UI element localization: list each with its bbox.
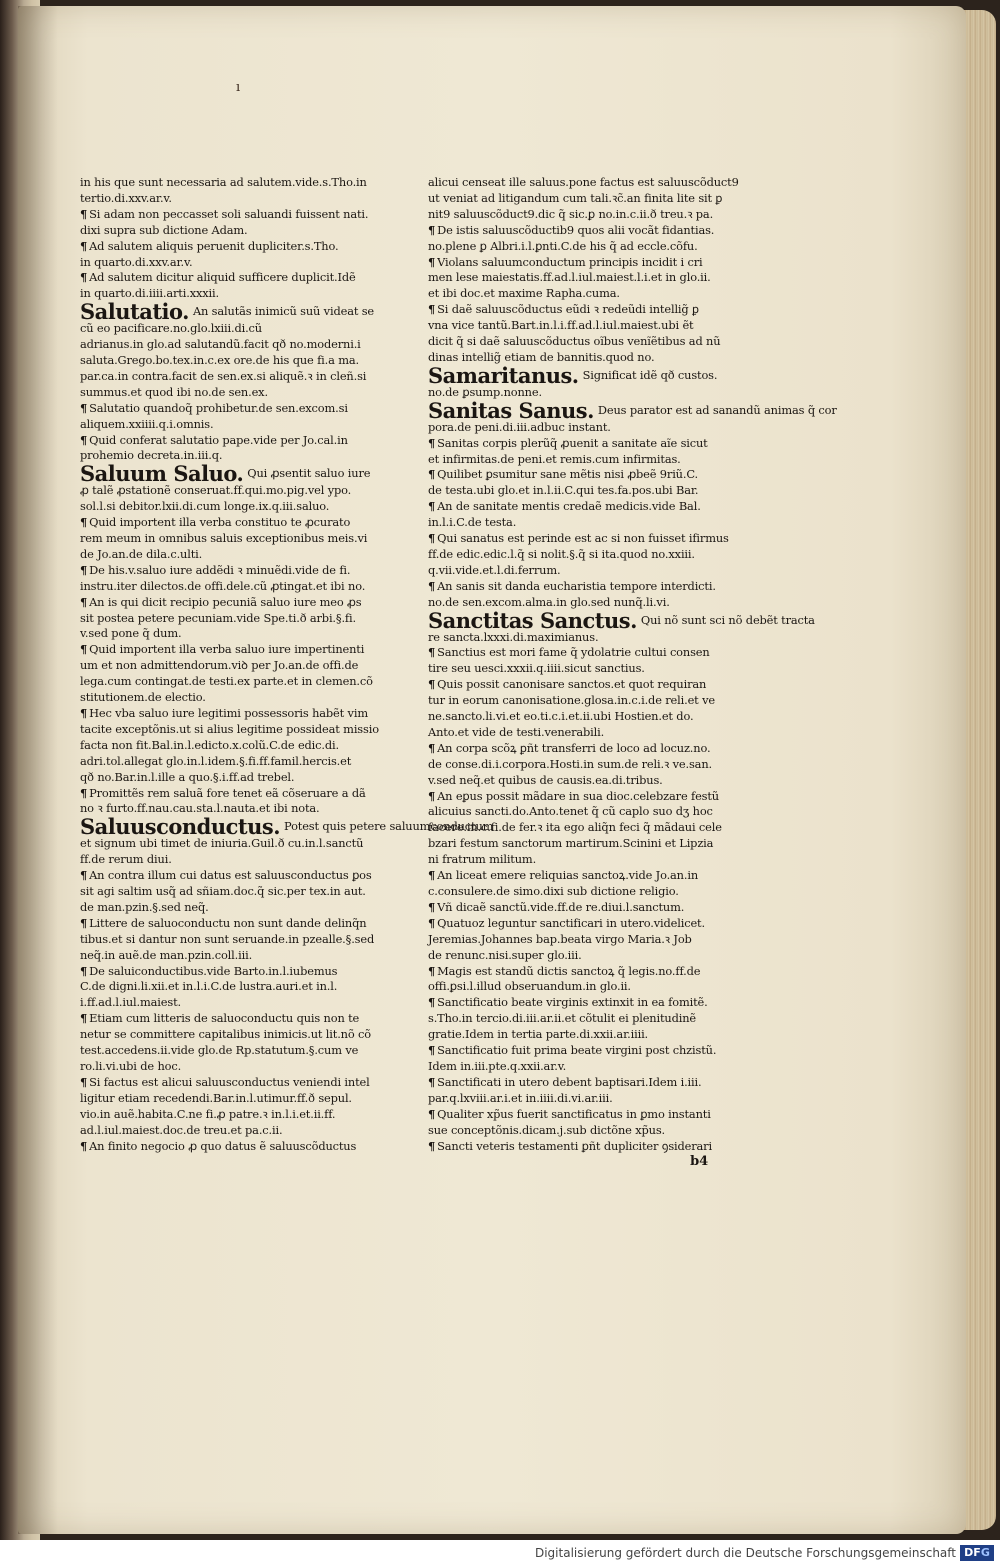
paragraph-start-line (80, 964, 385, 980)
line-text: neq̃.in auẽ.de man.pzin.coll.iii. (80, 947, 253, 962)
footer-bar (0, 1540, 1000, 1566)
paragraph-mark-icon: ¶ (80, 206, 88, 221)
paragraph-start-line (428, 995, 738, 1011)
text-line (80, 1043, 385, 1059)
line-text: c.consulere.de simo.dixi sub dictione religio. (428, 884, 679, 899)
text-line (428, 547, 738, 563)
paragraph-start-line (428, 741, 738, 757)
paragraph-start-line (80, 563, 385, 579)
text-line (80, 738, 385, 754)
line-text: De his.v.saluo iure addẽdi ꝛ minuẽdi.vide de fi. (89, 562, 351, 577)
text-line (80, 223, 385, 239)
line-text: Sanctificati in utero debent baptisari.Idem i.iii. (437, 1074, 702, 1089)
line-text: netur se committere capitalibus inimicis.ut lit.nõ cõ (80, 1027, 371, 1042)
text-line (80, 900, 385, 916)
line-text: sue conceptõnis.dicam.j.sub dictõne xp̃us. (428, 1122, 665, 1137)
line-text: de conse.di.i.corpora.Hosti.in sum.de reli.ꝛ ve.san. (428, 756, 712, 771)
line-text: in quarto.di.iiii.arti.xxxii. (80, 286, 219, 301)
text-line (80, 255, 385, 271)
paragraph-mark-icon: ¶ (80, 1074, 88, 1089)
line-text: vna vice tantũ.Bart.in.l.i.ff.ad.l.iul.maiest.ubi ẽt (428, 318, 694, 333)
line-text: et infirmitas.de peni.et remis.cum infirmitas. (428, 451, 681, 466)
paragraph-start-line (428, 499, 738, 515)
paragraph-mark-icon: ¶ (80, 642, 88, 657)
line-text: ne.sancto.li.vi.et eo.ti.c.i.et.ii.ubi Hostien.et do. (428, 709, 694, 724)
line-text: Violans saluumconductum principis incidit i cri (437, 254, 703, 269)
line-text: um et non admittendorum.viꝺ per Jo.an.de offi.de (80, 658, 359, 673)
text-line (428, 483, 738, 499)
line-text: par.q.lxviii.ar.i.et in.iiii.di.vi.ar.iii. (428, 1090, 613, 1105)
heading-continuation: Deus parator est ad sanandũ animas q̃ cor (597, 402, 837, 417)
paragraph-mark-icon: ¶ (428, 254, 436, 269)
paragraph-start-line (80, 433, 385, 449)
line-text: v.sed neq̃.et quibus de causis.ea.di.tribus. (428, 772, 663, 787)
line-text: Jeremias.Johannes bap.beata virgo Maria.ꝛ Job (428, 931, 692, 946)
line-text: C.de digni.li.xii.et in.l.i.C.de lustra.auri.et in.l. (80, 979, 338, 994)
line-text: Si daẽ saluuscõductus eũdi ꝛ redeũdi intellig̃ ꝑ (437, 302, 699, 317)
paragraph-start-line (80, 401, 385, 417)
text-line (80, 1027, 385, 1043)
text-line (80, 948, 385, 964)
line-text: facta non fit.Bal.in.l.edicto.x.colũ.C.de edic.di. (80, 737, 339, 752)
line-text: Salutatio quandoq̃ prohibetur.de sen.excom.si (89, 400, 348, 415)
line-text: ut veniat ad litigandum cum tali.ꝛc̃.an finita lite sit ꝑ (428, 190, 723, 205)
line-text: alicui censeat ille saluus.pone factus est saluuscõduct9 (428, 175, 739, 189)
line-text: An contra illum cui datus est saluusconductus ꝑos (89, 868, 372, 883)
line-text: Promittẽs rem saluã fore tenet eã cõseruare a dã (89, 785, 366, 800)
line-text: Ad salutem aliquis peruenit dupliciter.s.Tho. (89, 238, 339, 253)
line-text: saluta.Grego.bo.tex.in.c.ex ore.de his que fi.a ma. (80, 353, 359, 368)
paragraph-mark-icon: ¶ (428, 222, 436, 237)
line-text: Quid importent illa verba constituo te ꝓcurato (89, 515, 351, 530)
line-text: cũ eo pacificare.no.glo.lxiii.di.cũ (80, 321, 262, 336)
line-text: adrianus.in glo.ad salutandũ.facit qð no.moderni.i (80, 337, 361, 352)
text-line (428, 286, 738, 302)
text-line (80, 547, 385, 563)
line-text: ꝓ talẽ ꝓstationẽ conseruat.ff.qui.mo.pig.vel ypo. (80, 483, 352, 498)
line-text: aliquem.xxiiii.q.i.omnis. (80, 416, 214, 431)
text-line (80, 385, 385, 401)
line-text: tire seu uesci.xxxii.q.iiii.sicut sanctius. (428, 661, 645, 676)
paragraph-mark-icon: ¶ (428, 467, 436, 482)
heading-continuation: Qui nõ sunt sci nõ debẽt tracta (640, 612, 815, 627)
text-line (428, 630, 738, 646)
paragraph-start-line (80, 239, 385, 255)
line-text: prohemio decreta.in.iii.q. (80, 448, 223, 463)
text-line (80, 884, 385, 900)
text-line (428, 420, 738, 436)
text-line (80, 579, 385, 595)
text-line (428, 563, 738, 579)
text-line (80, 979, 385, 995)
line-text: de man.pzin.§.sed neq̃. (80, 899, 209, 914)
paragraph-start-line (428, 223, 738, 239)
text-line (80, 626, 385, 642)
text-line (80, 1059, 385, 1075)
line-text: pora.de peni.di.iii.adbuc instant. (428, 419, 611, 434)
paragraph-mark-icon: ¶ (80, 868, 88, 883)
text-line (80, 191, 385, 207)
line-text: et ibi doc.et maxime Rapha.cuma. (428, 286, 620, 301)
text-line (428, 709, 738, 725)
line-text: Anto.et vide de testi.venerabili. (428, 724, 605, 739)
line-text: ro.li.vi.ubi de hoc. (80, 1058, 182, 1073)
paragraph-mark-icon: ¶ (428, 995, 436, 1010)
text-line (80, 932, 385, 948)
paragraph-mark-icon: ¶ (428, 435, 436, 450)
heading-word: Sanctitas Sanctus. (428, 607, 637, 633)
line-text: Etiam cum litteris de saluoconductu quis non te (89, 1011, 360, 1026)
paragraph-start-line (428, 789, 738, 805)
text-line (428, 725, 738, 741)
line-text: men lese maiestatis.ff.ad.l.iul.maiest.l.i.et in glo.ii. (428, 270, 711, 285)
text-line (80, 995, 385, 1011)
paragraph-start-line (80, 207, 385, 223)
text-line (428, 836, 738, 852)
line-text: gratie.Idem in tertia parte.di.xxii.ar.iiii. (428, 1027, 649, 1042)
footer-credit: Digitalisierung gefördert durch die Deutsche Forschungsgemeinschaft (534, 1546, 956, 1560)
text-line (80, 417, 385, 433)
line-text: in.l.i.C.de testa. (428, 515, 517, 530)
paragraph-mark-icon: ¶ (428, 788, 436, 803)
text-line (428, 515, 738, 531)
text-line (428, 1027, 738, 1043)
paragraph-mark-icon: ¶ (428, 1043, 436, 1058)
text-line (428, 318, 738, 334)
paragraph-start-line (428, 531, 738, 547)
entry-heading (80, 814, 494, 840)
heading-word: Salutatio. (80, 299, 189, 325)
line-text: sit agi saltim usq̃ ad sñiam.doc.q̃ sic.per tex.in aut. (80, 884, 366, 899)
paragraph-start-line (80, 1139, 385, 1155)
line-text: An liceat emere reliquias sanctoꝝ.vide Jo.an.in (437, 868, 699, 883)
text-line (428, 191, 738, 207)
paragraph-start-line (80, 642, 385, 658)
line-text: Quid importent illa verba saluo iure impertinenti (89, 642, 365, 657)
paragraph-mark-icon: ¶ (80, 400, 88, 415)
line-text: Hec vba saluo iure legitimi possessoris habẽt vim (89, 706, 368, 720)
line-text: Ad salutem dicitur aliquid sufficere duplicit.Idẽ (89, 270, 356, 285)
text-line (80, 175, 385, 191)
line-text: q.vii.vide.et.l.di.ferrum. (428, 562, 561, 577)
line-text: v.sed pone q̃ dum. (80, 626, 182, 641)
line-text: tertio.di.xxv.ar.v. (80, 190, 172, 205)
paragraph-mark-icon: ¶ (428, 1138, 436, 1153)
paragraph-mark-icon: ¶ (80, 432, 88, 447)
paragraph-start-line (80, 916, 385, 932)
line-text: An eꝑus possit mãdare in sua dioc.celebzare festũ (437, 788, 719, 803)
line-text: An sanis sit danda eucharistia tempore interdicti. (437, 578, 716, 593)
entry-heading (428, 607, 815, 633)
line-text: test.accedens.ii.vide glo.de Rp.statutum.§.cum ve (80, 1043, 359, 1058)
paragraph-start-line (428, 436, 738, 452)
line-text: An de sanitate mentis credaẽ medicis.vide Bal. (437, 499, 701, 514)
text-line (428, 1091, 738, 1107)
line-text: i.ff.ad.l.iul.maiest. (80, 995, 181, 1010)
paragraph-mark-icon: ¶ (80, 515, 88, 530)
paragraph-mark-icon: ¶ (80, 270, 88, 285)
paragraph-start-line (428, 1107, 738, 1123)
paragraph-start-line (428, 916, 738, 932)
paragraph-mark-icon: ¶ (428, 578, 436, 593)
text-line (428, 693, 738, 709)
text-line (428, 884, 738, 900)
line-text: An finito negocio ꝓ quo datus ẽ saluuscõductus (89, 1138, 357, 1153)
paragraph-mark-icon: ¶ (80, 594, 88, 609)
line-text: re sancta.lxxxi.di.maximianus. (428, 629, 599, 644)
line-text: et signum ubi timet de iniuria.Guil.ð cu.in.l.sanctũ (80, 836, 364, 851)
paragraph-mark-icon: ¶ (80, 915, 88, 930)
paragraph-mark-icon: ¶ (80, 706, 88, 720)
line-text: Qui sanatus est perinde est ac si non fuisset ifirmus (437, 531, 729, 546)
paragraph-start-line (428, 868, 738, 884)
line-text: s.Tho.in tercio.di.iii.ar.ii.et cõtulit ei plenitudinẽ (428, 1011, 697, 1026)
line-text: no.plene ꝑ Albri.i.l.ꝑnti.C.de his q̃ ad eccle.cõfu. (428, 238, 698, 253)
line-text: par.ca.in contra.facit de sen.ex.si aliquẽ.ꝛ in cleñ.si (80, 368, 367, 383)
paragraph-start-line (428, 1075, 738, 1091)
line-text: summus.et quod ibi no.de sen.ex. (80, 384, 268, 399)
heading-continuation: Qui ꝓsentit saluo iure (247, 466, 371, 481)
line-text: De istis saluuscõductib9 quos alii vocãt fidantias. (437, 222, 715, 237)
line-text: offi.ꝑsi.l.illud obseruandum.in glo.ii. (428, 979, 631, 994)
paragraph-start-line (428, 964, 738, 980)
paragraph-start-line (80, 270, 385, 286)
line-text: no.de ꝑsump.nonne. (428, 384, 542, 399)
line-text: dicit q̃ si daẽ saluuscõductus oĩbus venĩẽtibus ad nũ (428, 334, 721, 349)
line-text: ligitur etiam recedendi.Bar.in.l.utimur.ff.ð sepul. (80, 1090, 352, 1105)
paragraph-start-line (80, 786, 385, 802)
paragraph-start-line (428, 900, 738, 916)
line-text: instru.iter dilectos.de offi.dele.cũ ꝓtingat.et ibi no. (80, 578, 366, 593)
text-line (80, 1107, 385, 1123)
line-text: An is qui dicit recipio pecuniã saluo iure meo ꝓs (89, 594, 362, 609)
line-text: in quarto.di.xxv.ar.v. (80, 254, 193, 269)
paragraph-start-line (428, 302, 738, 318)
line-text: ff.de edic.edic.l.q̃ si nolit.§.q̃ si ita.quod no.xxiii. (428, 546, 695, 561)
heading-word: Samaritanus. (428, 362, 579, 388)
text-line (80, 754, 385, 770)
text-line (428, 270, 738, 286)
paragraph-start-line (80, 868, 385, 884)
text-line (80, 483, 385, 499)
entry-heading (80, 299, 385, 325)
paragraph-start-line (80, 595, 385, 611)
line-text: Sanctificatio beate virginis extinxit in ea fomitẽ. (437, 995, 708, 1010)
text-line (80, 658, 385, 674)
line-text: tacite exceptõnis.ut si alius legitime possideat missio (80, 721, 379, 736)
line-text: sit postea petere pecuniam.vide Spe.ti.ð arbi.§.fi. (80, 610, 356, 625)
text-line (428, 852, 738, 868)
text-line (428, 932, 738, 948)
text-line (428, 175, 738, 191)
paragraph-start-line (428, 1043, 738, 1059)
paragraph-start-line (428, 645, 738, 661)
text-line (80, 531, 385, 547)
text-line (428, 334, 738, 350)
text-line (80, 770, 385, 786)
paragraph-mark-icon: ¶ (428, 868, 436, 883)
line-text: De saluiconductibus.vide Barto.in.l.iubemus (89, 963, 338, 978)
line-text: adri.tol.allegat glo.in.l.idem.§.fi.ff.famil.hercis.et (80, 753, 352, 768)
line-text: bzari festum sanctorum martirum.Scinini et Lipzia (428, 836, 714, 851)
line-text: Si adam non peccasset soli saluandi fuissent nati. (89, 206, 369, 221)
heading-word: Saluum Saluo. (80, 461, 244, 487)
text-line (428, 948, 738, 964)
paragraph-start-line (80, 1075, 385, 1091)
line-text: dinas intellig̃ etiam de bannitis.quod no. (428, 349, 655, 364)
signature-mark: b4 (690, 1154, 708, 1170)
paragraph-mark-icon: ¶ (80, 562, 88, 577)
paragraph-mark-icon: ¶ (428, 740, 436, 755)
paragraph-mark-icon: ¶ (80, 785, 88, 800)
paragraph-mark-icon: ¶ (428, 963, 436, 978)
line-text: Magis est standũ dictis sanctoꝝ q̃ legis.no.ff.de (437, 963, 701, 978)
line-text: facere.in.c.fi.de fer.ꝛ ita ego aliq̃n feci q̃ mãdaui cele (428, 820, 722, 835)
heading-continuation: Significat idẽ qð custos. (582, 367, 718, 382)
text-line (428, 979, 738, 995)
paragraph-mark-icon: ¶ (80, 238, 88, 253)
line-text: vio.in auẽ.habita.C.ne fi.ꝓ patre.ꝛ in.l.i.et.ii.ff. (80, 1106, 336, 1121)
text-line (80, 722, 385, 738)
paragraph-mark-icon: ¶ (428, 531, 436, 546)
paragraph-mark-icon: ¶ (428, 1074, 436, 1089)
paragraph-start-line (80, 706, 385, 722)
line-text: stitutionem.de electio. (80, 690, 206, 705)
page-stack-edge (962, 10, 996, 1530)
line-text: no ꝛ furto.ff.nau.cau.sta.l.nauta.et ibi nota. (80, 801, 320, 816)
line-text: Si factus est alicui saluusconductus veniendi intel (89, 1074, 370, 1089)
paragraph-mark-icon: ¶ (80, 1011, 88, 1026)
text-line (80, 852, 385, 868)
line-text: Sanitas corpis plerũq̃ ꝓuenit a sanitate aĩe sicut (437, 435, 708, 450)
line-text: Qualiter xp̃us fuerit sanctificatus in ꝑmo instanti (437, 1106, 711, 1121)
heading-continuation: Potest quis petere saluumconductum (284, 819, 494, 834)
line-text: rem meum in omnibus saluis exceptionibus meis.vi (80, 531, 368, 546)
paragraph-start-line (428, 677, 738, 693)
line-text: Idem in.iii.pte.q.xxii.ar.v. (428, 1058, 567, 1073)
text-line (428, 207, 738, 223)
text-line (428, 661, 738, 677)
text-line (80, 1123, 385, 1139)
text-line (428, 1011, 738, 1027)
line-text: ad.l.iul.maiest.doc.de treu.et pa.c.ii. (80, 1122, 283, 1137)
line-text: tur in eorum canonisatione.glosa.in.c.i.de reli.et ve (428, 693, 715, 708)
line-text: Sanctius est mori fame q̃ ydolatrie cultui consen (437, 645, 710, 660)
text-line (80, 1091, 385, 1107)
text-line (80, 321, 385, 337)
line-text: de testa.ubi glo.et in.l.ii.C.qui tes.fa.pos.ubi Bar. (428, 483, 699, 498)
text-line (80, 369, 385, 385)
paragraph-start-line (428, 579, 738, 595)
entry-heading (428, 362, 738, 388)
text-line (428, 1059, 738, 1075)
paragraph-mark-icon: ¶ (428, 499, 436, 514)
line-text: Sanctificatio fuit prima beate virgini post chzistũ. (437, 1043, 717, 1058)
line-text: de Jo.an.de dila.c.ulti. (80, 546, 203, 561)
line-text: lega.cum contingat.de testi.ex parte.et in clemen.cõ (80, 674, 373, 689)
paragraph-mark-icon: ¶ (80, 1138, 88, 1153)
line-text: ff.de rerum diui. (80, 852, 172, 867)
line-text: alicuius sancti.do.Anto.tenet q̃ cũ caplo suo dʒ hoc (428, 804, 713, 819)
line-text: An corpa scõꝝ ꝑñt transferri de loco ad locuz.no. (437, 740, 711, 755)
line-text: Sancti veteris testamenti ꝑñt dupliciter ꝯsiderari (437, 1138, 712, 1153)
paragraph-start-line (428, 1139, 738, 1155)
right-text-column (428, 175, 837, 1170)
text-line (80, 611, 385, 627)
text-line (428, 773, 738, 789)
text-line (428, 239, 738, 255)
paragraph-mark-icon: ¶ (428, 302, 436, 317)
line-text: in his que sunt necessaria ad salutem.vide.s.Tho.in (80, 175, 367, 189)
text-line (80, 353, 385, 369)
heading-word: Sanitas Sanus. (428, 397, 594, 423)
heading-word: Saluusconductus. (80, 814, 281, 840)
text-line (428, 804, 738, 820)
line-text: Quis possit canonisare sanctos.et quot requiran (437, 677, 707, 692)
line-text: nit9 saluuscõduct9.dic q̃ sic.ꝑ no.in.c.ii.ð treu.ꝛ pa. (428, 206, 714, 221)
text-line (80, 337, 385, 353)
text-line (80, 674, 385, 690)
text-line (428, 1123, 738, 1139)
text-line (428, 820, 738, 836)
paragraph-mark-icon: ¶ (428, 1106, 436, 1121)
dfg-logo: DFG (960, 1545, 994, 1561)
line-text: ni fratrum militum. (428, 852, 537, 867)
text-line (80, 836, 385, 852)
entry-heading (428, 397, 837, 423)
line-text: Quatuoz leguntur sanctificari in utero.videlicet. (437, 915, 705, 930)
text-line (428, 452, 738, 468)
paragraph-mark-icon: ¶ (428, 645, 436, 660)
line-text: qð no.Bar.in.l.ille a quo.§.i.ff.ad trebel. (80, 769, 295, 784)
gutter-shadow (18, 6, 58, 1534)
line-text: de renunc.nisi.super glo.iii. (428, 947, 582, 962)
paragraph-mark-icon: ¶ (428, 899, 436, 914)
line-text: tibus.et si dantur non sunt seruande.in pzealle.§.sed (80, 931, 375, 946)
paragraph-start-line (428, 255, 738, 271)
paragraph-mark-icon: ¶ (80, 963, 88, 978)
heading-continuation: An salutãs inimicũ suũ videat se (192, 304, 375, 319)
page-mark: ı (236, 80, 241, 95)
line-text: Quilibet ꝑsumitur sane mẽtis nisi ꝓbeẽ 9riũ.C. (437, 467, 698, 482)
paragraph-start-line (80, 1011, 385, 1027)
line-text: Vñ dicaẽ sanctũ.vide.ff.de re.diui.l.sanctum. (437, 899, 685, 914)
paragraph-start-line (428, 467, 738, 483)
paragraph-start-line (80, 515, 385, 531)
text-line (80, 499, 385, 515)
text-line (80, 690, 385, 706)
line-text: sol.l.si debitor.lxii.di.cum longe.ix.q.iii.saluo. (80, 499, 330, 514)
line-text: no.de sen.excom.alma.in glo.sed nunq̃.li.vi. (428, 594, 670, 609)
line-text: Littere de saluoconductu non sunt dande delinq̃n (89, 915, 367, 930)
entry-heading (80, 461, 385, 487)
text-line (428, 757, 738, 773)
line-text: dixi supra sub dictione Adam. (80, 222, 248, 237)
line-text: Quid conferat salutatio pape.vide per Jo.cal.in (89, 432, 348, 447)
paragraph-mark-icon: ¶ (428, 677, 436, 692)
paragraph-mark-icon: ¶ (428, 915, 436, 930)
